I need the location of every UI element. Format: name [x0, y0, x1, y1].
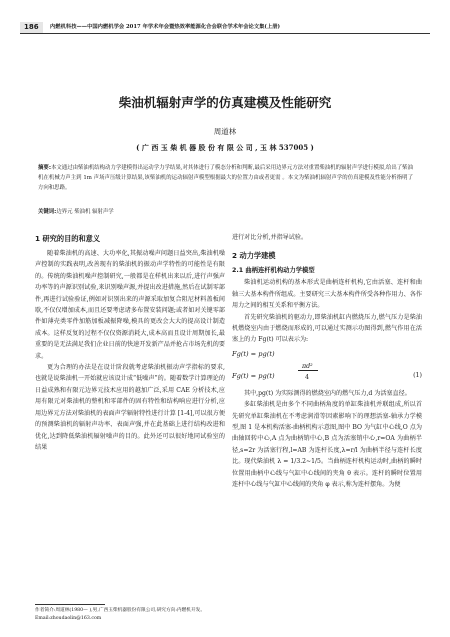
- section-1-paragraph-2: 更为合理的办法是在设计阶段就考虑柴油机振动声学指标的要求,也就是说柴油机一开始就应该设计成“低噪声”的。随着数学计算理论的日益成熟和有限元边界元技术应用的越加广泛,采用 CAE 分析技术,应用有限元对柴油机的整机和零部件的固有特性和结构响应进行分析,应用边界元方法对柴油机的表面声学辐射特性进行计算 [1-4],可以很方便的预测柴油机的辐射声功率、表面声强,并在此基础上进行结构改进和优化,达到降低柴油机辐射噪声的目的。此外还可以很好地同试验室的结果: [35, 364, 225, 451]
- section-2-heading: 2 动力学建模: [232, 251, 276, 261]
- section-2-1-paragraph-4: 多缸柴油机是由多个不同曲柄角度的单缸柴油机并联组成,所以首先研究单缸柴油机在不考虑润滑等因素影响下的理想活塞-轴承力学模型,图 1 是本机构活塞-曲柄机构示意图,图中 BO 为气缸中心线,O 点为曲轴回转中心,A 点为曲柄销中心,B 点为活塞销中心,r=OA 为曲柄半径,s=2r 为活塞行程,l=AB 为连杆长度,λ=r/l 为曲柄半径与连杆长度比。现代柴油机 λ = 1/3.2~1/5。当曲柄连杆机构运动时,曲柄的瞬时位置用曲柄中心线与气缸中心线间的夹角 θ 表示。连杆的瞬时位置用连杆中心线与气缸中心线间的夹角 φ 表示,称为连杆摆角。为便: [232, 401, 422, 489]
- footnote: [35, 607, 225, 622]
- equation-1-line-2: Fg(t) = pg(t): [232, 371, 275, 380]
- section-2-1-paragraph-3: 其中,pg(t) 为实际测得的燃烧室内的燃气压力,d 为活塞直径。: [244, 389, 411, 397]
- section-1-continuation: 进行对比分析,并指导试验。: [232, 234, 308, 241]
- section-1-paragraph-1: 随着柴油机的高速、大功率化,其振动噪声问题日益突出,柴油机噪声控制的实践表明,改善现有的柴油机的振动声学特性的可能性是有限的。传统的柴油机噪声控制研究,一般都是在样机出来以后,进行声强声功率等的声源识别试验,来识别噪声源,并提出改进措施,然后在试制零部件,再进行试验验证,例如对识别出来的声源采取加复合阻尼材料盖板间歇,不仅仅增加成本,而且还要考虑诸多布置安装问题;或者如对关键零部件如薄壳类零件加筋加板减振降噪,模具的更改会大大的提高设计制造成本。这样反复的过程不仅仅资源消耗大,成本高而且设计周期加长,最重要的是无法满足我们企业日前的快速开发新产品并抢占市场先机的要求。: [35, 250, 225, 360]
- equation-1-numerator: πd²: [302, 362, 313, 370]
- equation-1-fraction-bar: [298, 370, 318, 371]
- equation-1: [232, 348, 422, 386]
- right-column: [232, 232, 422, 491]
- keywords-label: 关键词:: [38, 209, 57, 215]
- running-head: 内燃机科技——中国内燃机学会 2017 年学术年会暨热效率能源化合会联合学术年会论文集(上册): [50, 24, 281, 30]
- abstract-text: 本文通过由柴油机结构动力学建模得出运动学力学结果,对其体进行了模态分析和判断,最后采用边界元方法对重置柴油机的辐射声学进行模拟,给出了柴油机在机械力声主到 1m 声场声压级计算结果,该柴油机的运动辐射声模型根据最大的位置力由或者更需 。本文为柴油机辐射声学的仿真建模及性能分析指明了方向和思路。: [38, 165, 413, 191]
- article-author: 周道林: [213, 127, 237, 136]
- page-header: [20, 22, 430, 34]
- page-number: 186: [20, 22, 43, 33]
- keywords-text: 边界元 柴油机 辐射声学: [56, 209, 114, 215]
- section-2-1-paragraph-2: 首先研究柴油机的驱动力,即柴油机缸内燃烧压力,燃气压力是柴油机燃烧室内由于燃烧而形成的,可以通过实测示功图得到,燃气作用在活塞上的力 Fg(t) 可以表示为:: [232, 313, 422, 344]
- section-2-1-heading: 2.1 曲柄连杆机构动力学模型: [232, 267, 315, 275]
- footnote-rule: [35, 604, 105, 605]
- left-column: [35, 232, 225, 453]
- article-affiliation: ( 广 西 玉 柴 机 器 股 份 有 限 公 司 , 玉 林 537005 ): [136, 143, 314, 152]
- article-title: 柴油机辐射声学的仿真建模及性能研究: [118, 95, 332, 110]
- keywords: [38, 207, 413, 217]
- section-1-heading: 1 研究的目的和意义: [35, 234, 101, 243]
- section-2-1-paragraph-1: 柴油机运动机构的基本形式是曲柄连杆机构,它由活塞、连杆和曲轴三大基本构件所组成。主要研究三大基本构件所受各种作用力、各作用力之间的相互关系和平衡方法。: [232, 279, 422, 310]
- equation-1-line-1: Fg(t) = pg(t): [232, 349, 275, 358]
- footnote-author-note: 作者简介:周道林(1980— ),男,广西玉柴机器股份有限公司,研究方向:内燃机开发。: [35, 608, 206, 613]
- equation-1-denominator: 4: [305, 373, 310, 381]
- equation-1-number: (1): [413, 371, 422, 379]
- abstract-label: 摘要:: [38, 165, 51, 171]
- footnote-email: Email:zhoudaolin@163.com: [35, 615, 102, 621]
- abstract: [38, 163, 413, 193]
